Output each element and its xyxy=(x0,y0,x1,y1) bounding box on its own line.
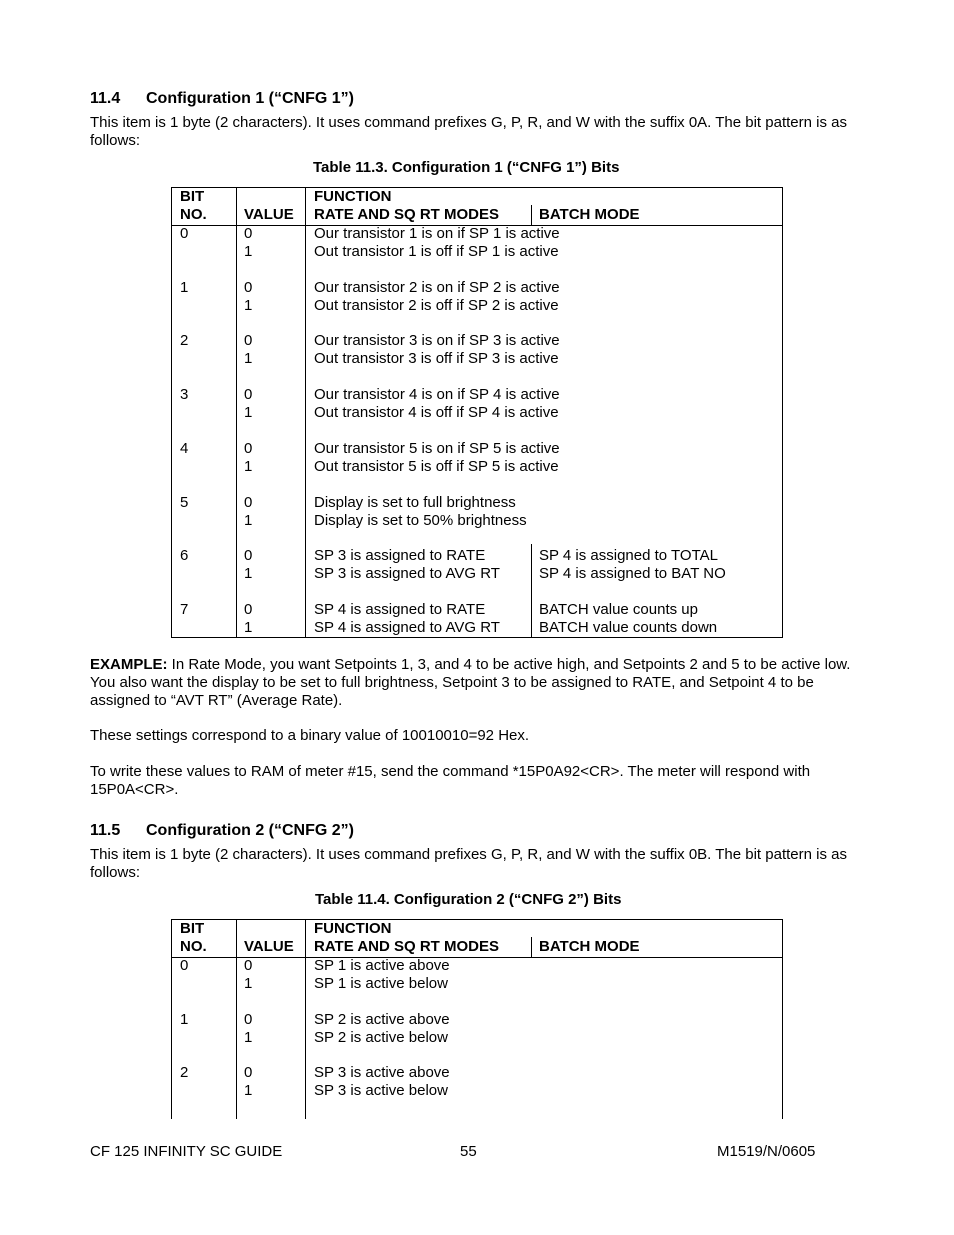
header-bit: BIT xyxy=(180,920,205,937)
header-batch-mode: BATCH MODE xyxy=(539,206,640,223)
rate-mode-function: Out transistor 3 is off if SP 3 is active xyxy=(314,350,559,368)
bit-number: 4 xyxy=(180,439,189,457)
example-label: EXAMPLE: xyxy=(90,656,168,673)
value-0: 0 xyxy=(244,439,253,457)
value-1: 1 xyxy=(244,457,253,475)
bit-number: 0 xyxy=(180,957,189,974)
header-no: NO. xyxy=(180,206,207,223)
bit-number: 0 xyxy=(180,225,189,242)
rate-mode-function: Out transistor 2 is off if SP 2 is active xyxy=(314,296,559,314)
section-title: Configuration 2 (“CNFG 2”) xyxy=(146,822,354,839)
section-number: 11.4 xyxy=(90,90,121,107)
value-1: 1 xyxy=(244,1028,253,1046)
rate-mode-function: SP 4 is assigned to AVG RT xyxy=(314,618,500,636)
command-note: To write these values to RAM of meter #15, send the command *15P0A92<CR>. The meter will respond with 15P0A<CR>. xyxy=(90,763,811,798)
value-0: 0 xyxy=(244,332,253,350)
footer-doc-code: M1519/N/0605 xyxy=(717,1143,816,1160)
header-value: VALUE xyxy=(244,938,294,955)
batch-divider xyxy=(531,544,532,638)
value-0: 0 xyxy=(244,493,253,511)
example-paragraph xyxy=(90,656,870,710)
section-heading-11-4 xyxy=(90,90,354,108)
header-rule xyxy=(172,957,782,958)
section-intro: This item is 1 byte (2 characters). It uses command prefixes G, P, R, and W with the suffix 0B. The bit pattern is as follows: xyxy=(90,846,847,881)
bit-number: 3 xyxy=(180,386,189,404)
value-0: 0 xyxy=(244,278,253,296)
rate-mode-function: SP 1 is active below xyxy=(314,975,448,992)
value-1: 1 xyxy=(244,350,253,368)
value-1: 1 xyxy=(244,565,253,583)
batch-mode-function: SP 4 is assigned to TOTAL xyxy=(539,547,718,565)
table-caption: Table 11.4. Configuration 2 (“CNFG 2”) Bits xyxy=(315,891,622,908)
bit-number: 7 xyxy=(180,600,189,618)
rate-mode-function: SP 3 is active above xyxy=(314,1064,450,1082)
value-1: 1 xyxy=(244,296,253,314)
rate-mode-function: Our transistor 4 is on if SP 4 is active xyxy=(314,386,560,404)
rate-mode-function: SP 1 is active above xyxy=(314,957,450,974)
rate-mode-function: SP 3 is active below xyxy=(314,1082,448,1100)
rate-mode-function: Display is set to 50% brightness xyxy=(314,511,527,529)
rate-mode-function: SP 3 is assigned to AVG RT xyxy=(314,565,500,583)
header-divider xyxy=(531,205,532,225)
section-number: 11.5 xyxy=(90,822,121,839)
value-0: 0 xyxy=(244,547,253,565)
header-divider xyxy=(531,937,532,957)
value-1: 1 xyxy=(244,404,253,422)
batch-mode-function: BATCH value counts up xyxy=(539,600,698,618)
bit-number: 1 xyxy=(180,278,189,296)
bit-number: 2 xyxy=(180,1064,189,1082)
section-intro: This item is 1 byte (2 characters). It uses command prefixes G, P, R, and W with the suffix 0A. The bit pattern is as follows: xyxy=(90,114,847,149)
value-0: 0 xyxy=(244,1064,253,1082)
example-text: In Rate Mode, you want Setpoints 1, 3, and 4 to be active high, and Setpoints 2 and 5 to be active low. You also want the display to be set to full brightness, Setpoint 3 to be assigned to RATE, and Setpoint 4 to be assigned to “AVT RT” (Average Rate). xyxy=(90,656,851,709)
rate-mode-function: SP 4 is assigned to RATE xyxy=(314,600,486,618)
value-0: 0 xyxy=(244,1010,253,1028)
header-bit: BIT xyxy=(180,188,205,205)
binary-note: These settings correspond to a binary value of 10010010=92 Hex. xyxy=(90,727,530,744)
bit-number: 5 xyxy=(180,493,189,511)
value-0: 0 xyxy=(244,957,253,974)
column-divider xyxy=(305,920,306,1119)
config2-table xyxy=(171,919,783,1119)
bit-number: 2 xyxy=(180,332,189,350)
header-function: FUNCTION xyxy=(314,188,392,205)
column-divider xyxy=(236,920,237,1119)
batch-mode-function: SP 4 is assigned to BAT NO xyxy=(539,565,726,583)
header-function: FUNCTION xyxy=(314,920,392,937)
rate-mode-function: Our transistor 3 is on if SP 3 is active xyxy=(314,332,560,350)
rate-mode-function: SP 2 is active above xyxy=(314,1010,450,1028)
rate-mode-function: Our transistor 2 is on if SP 2 is active xyxy=(314,278,560,296)
rate-mode-function: SP 3 is assigned to RATE xyxy=(314,547,486,565)
value-1: 1 xyxy=(244,511,253,529)
rate-mode-function: SP 2 is active below xyxy=(314,1028,448,1046)
footer-guide-title: CF 125 INFINITY SC GUIDE xyxy=(90,1143,283,1160)
column-divider xyxy=(236,188,237,637)
rate-mode-function: Display is set to full brightness xyxy=(314,493,516,511)
section-heading-11-5 xyxy=(90,822,354,840)
rate-mode-function: Our transistor 5 is on if SP 5 is active xyxy=(314,439,560,457)
header-rate-modes: RATE AND SQ RT MODES xyxy=(314,206,500,223)
header-batch-mode: BATCH MODE xyxy=(539,938,640,955)
value-1: 1 xyxy=(244,243,253,260)
batch-mode-function: BATCH value counts down xyxy=(539,618,718,636)
header-rate-modes: RATE AND SQ RT MODES xyxy=(314,938,500,955)
value-1: 1 xyxy=(244,1082,253,1100)
rate-mode-function: Out transistor 4 is off if SP 4 is active xyxy=(314,404,559,422)
header-no: NO. xyxy=(180,938,207,955)
value-1: 1 xyxy=(244,975,253,992)
value-0: 0 xyxy=(244,225,253,242)
bit-number: 6 xyxy=(180,547,189,565)
header-value: VALUE xyxy=(244,206,294,223)
config1-table xyxy=(171,187,783,638)
rate-mode-function: Out transistor 1 is off if SP 1 is active xyxy=(314,243,559,260)
table-caption: Table 11.3. Configuration 1 (“CNFG 1”) Bits xyxy=(313,159,620,176)
bit-number: 1 xyxy=(180,1010,189,1028)
rate-mode-function: Out transistor 5 is off if SP 5 is active xyxy=(314,457,559,475)
value-1: 1 xyxy=(244,618,253,636)
section-title: Configuration 1 (“CNFG 1”) xyxy=(146,90,354,107)
value-0: 0 xyxy=(244,600,253,618)
page-number: 55 xyxy=(460,1143,477,1160)
column-divider xyxy=(305,188,306,637)
rate-mode-function: Our transistor 1 is on if SP 1 is active xyxy=(314,225,560,242)
value-0: 0 xyxy=(244,386,253,404)
